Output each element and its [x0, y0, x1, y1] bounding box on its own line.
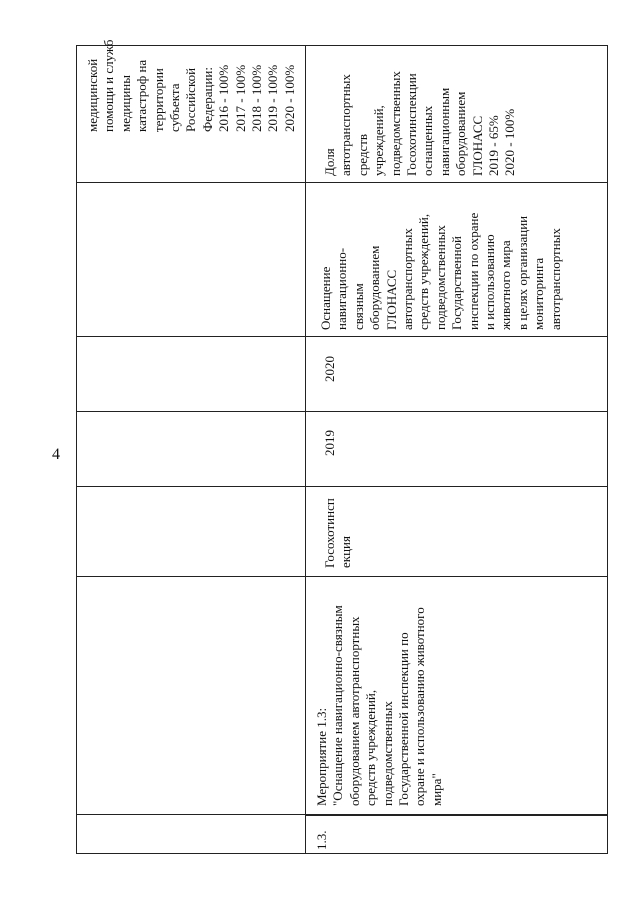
start-year: 2019 — [322, 430, 337, 456]
text-line: средств учреждений, — [416, 213, 432, 330]
text-line: Госохотинсп — [322, 498, 337, 568]
text-line: мониторинга — [531, 257, 547, 330]
text-line: средств учреждений, — [363, 689, 379, 806]
text-line: 2019 - 100% — [265, 64, 281, 132]
text-line: медицинской — [85, 58, 100, 132]
text-line: Мероприятие 1.3: — [314, 707, 329, 806]
table-border-bottom — [607, 45, 608, 854]
text-line: Государственной инспекции по — [396, 632, 412, 806]
column-divider — [76, 486, 608, 487]
text-line: подведомственных — [432, 225, 448, 330]
text-line: ГЛОНАСС — [383, 269, 399, 330]
text-line: оснащенных — [420, 105, 436, 176]
measure-cell — [314, 605, 445, 806]
text-line: ГЛОНАСС — [469, 115, 485, 176]
text-line: учреждений, — [371, 105, 387, 176]
text-line: подведомственных — [379, 701, 395, 806]
text-line: мира" — [428, 773, 444, 806]
text-line: 2020 - 100% — [281, 64, 297, 132]
text-line: навигационно- — [334, 247, 350, 330]
end-year-cell — [322, 356, 338, 382]
text-line: субъекта — [167, 83, 183, 132]
text-line: 2019 - 65% — [486, 115, 502, 176]
text-line: Оснащение — [318, 266, 333, 330]
text-line: в целях организации — [514, 215, 530, 330]
page-number: 4 — [52, 446, 60, 463]
row-number-cell — [314, 831, 330, 851]
text-line: охране и использованию животного — [412, 607, 428, 806]
text-line: автотранспортных — [338, 74, 354, 176]
text-line: инспекции по охране — [465, 212, 481, 330]
table-border-left — [76, 853, 608, 854]
text-line: Доля — [322, 148, 337, 176]
text-line: Госохотинспекции — [404, 73, 420, 176]
text-line: средств — [354, 133, 370, 176]
column-divider — [76, 411, 608, 412]
text-line: 2018 - 100% — [249, 64, 265, 132]
start-year-cell — [322, 430, 338, 456]
continuation-indicator-cell — [85, 40, 298, 132]
row-divider — [305, 45, 306, 854]
text-line: помощи и служб — [101, 39, 117, 132]
number-column-divider — [305, 815, 607, 816]
text-line: животного мира — [498, 240, 514, 330]
column-divider — [76, 576, 608, 577]
column-divider — [76, 182, 608, 183]
result-cell — [318, 213, 564, 330]
text-line: автотранспортных — [400, 228, 416, 330]
end-year: 2020 — [322, 356, 337, 382]
indicator-cell — [322, 71, 519, 176]
text-line: автотранспортных — [547, 228, 563, 330]
text-line: Российской — [183, 67, 199, 132]
text-line: оборудованием — [367, 245, 383, 330]
text-line: территории — [150, 68, 166, 132]
text-line: и использованию — [482, 234, 498, 330]
table-border-top — [76, 45, 77, 854]
text-line: оборудованием автотранспортных — [346, 616, 362, 806]
text-line: оборудованием — [453, 91, 469, 176]
text-line: связным — [350, 283, 366, 330]
text-line: Государственной — [449, 235, 465, 330]
text-line: 2020 - 100% — [502, 108, 518, 176]
text-line: "Оснащение навигационно-связным — [330, 605, 346, 806]
text-line: екция — [338, 536, 354, 568]
text-line: катастроф на — [134, 59, 150, 132]
executor-cell — [322, 498, 355, 568]
text-line: медицины — [117, 74, 133, 132]
column-divider — [76, 336, 608, 337]
text-line: подведомственных — [387, 71, 403, 176]
text-line: Федерации: — [199, 66, 215, 132]
row-number: 1.3. — [314, 830, 329, 850]
text-line: навигационным — [436, 87, 452, 176]
text-line: 2017 - 100% — [232, 64, 248, 132]
text-line: 2016 - 100% — [216, 64, 232, 132]
